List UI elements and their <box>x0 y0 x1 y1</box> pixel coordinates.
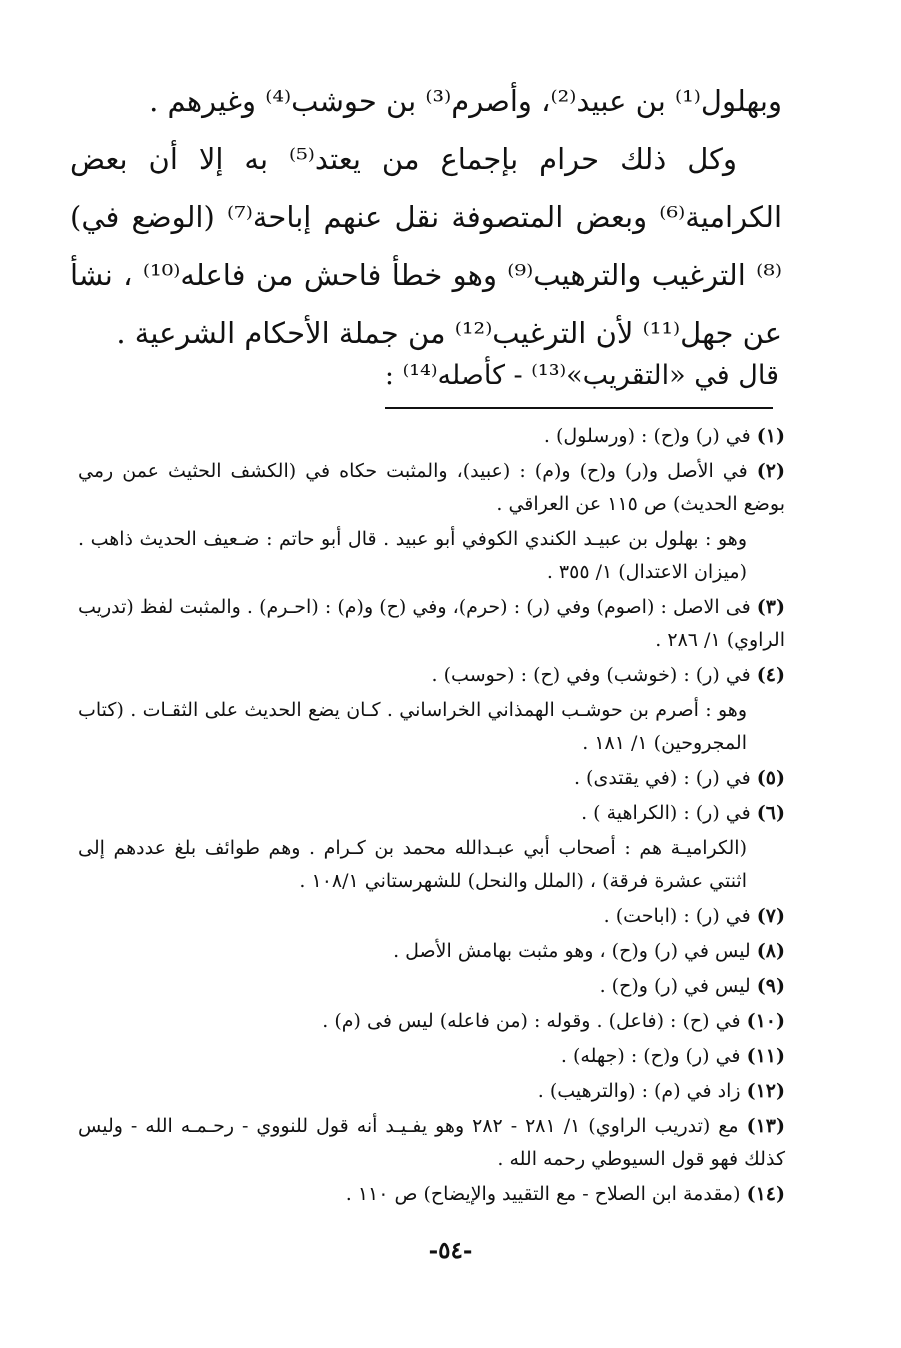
footnote-12: (١٢) زاد في (م) : (والترهيب) . <box>537 1080 785 1102</box>
footnote-1: (١) في (ر) و(ح) : (ورسلول) . <box>543 425 785 447</box>
footnote-5: (٥) في (ر) : (في يقتدى) . <box>573 767 785 789</box>
footnote-2: (٢) في الأصل و(ر) و(ح) و(م) : (عبيد)، والمثبت حكاه في (الكشف الحثيث عمن رمي بوضع الحديث) ص ١١٥ عن العراقي . <box>78 460 785 515</box>
footnote-7: (٧) في (ر) : (اباحت) . <box>603 905 785 927</box>
main-text <box>70 72 782 362</box>
footnote-divider <box>385 407 773 409</box>
footnote-8: (٨) ليس في (ر) و(ح) ، وهو مثبت بهامش الأصل . <box>393 940 785 962</box>
footnote-14: (١٤) (مقدمة ابن الصلاح - مع التقييد والإيضاح) ص ١١٠ . <box>345 1183 785 1205</box>
footnote-4-continuation: وهو : أصرم بن حوشـب الهمذاني الخراساني . كـان يضع الحديث على الثقـات . (كتاب المجروحين) ١/ ١٨١ . <box>78 699 747 754</box>
main-paragraph-2: وكل ذلك حرام بإجماع من يعتد⁽⁵⁾ به إلا أن بعض الكرامية⁽⁶⁾ وبعض المتصوفة نقل عنهم إباحة⁽⁷⁾ (الوضع في)⁽⁸⁾ الترغيب والترهيب⁽⁹⁾ وهو خطأ فاحش من فاعله⁽¹⁰⁾ ، نشأ عن جهل⁽¹¹⁾ لأن الترغيب⁽¹²⁾ من جملة الأحكام الشرعية . <box>70 142 782 350</box>
page-number: -٥٤- <box>428 1237 473 1264</box>
footnote-6-continuation: (الكراميـة هم : أصحاب أبي عبـدالله محمد بن كـرام . وهم طوائف بلغ عددهم إلى اثنتي عشرة فرقة) ، (الملل والنحل) للشهرستاني ١٠٨/١ . <box>78 837 747 892</box>
footnote-10: (١٠) في (ح) : (فاعل) . وقوله : (من فاعله) ليس فى (م) . <box>322 1010 785 1032</box>
footnote-3: (٣) فى الاصل : (اصوم) وفي (ر) : (حرم)، وفي (ح) و(م) : (احـرم) . والمثبت لفظ (تدريب الراوي) ١/ ٢٨٦ . <box>78 596 785 651</box>
footnote-4: (٤) في (ر) : (خوشب) وفي (ح) : (حوسب) . <box>431 664 785 686</box>
footnote-13: (١٣) مع (تدريب الراوي) ١/ ٢٨١ - ٢٨٢ وهو يفـيـد أنه قول للنووي - رحـمـه الله - وليس كذلك فهو قول السيوطي رحمه الله . <box>78 1115 785 1170</box>
footnote-6: (٦) في (ر) : (الكراهية ) . <box>581 802 785 824</box>
footnote-2-continuation: وهو : بهلول بن عبيـد الكندي الكوفي أبو عبيد . قال أبو حاتم : ضـعيف الحديث ذاهب . (ميزان الاعتدال) ١/ ٣٥٥ . <box>78 528 747 583</box>
footnote-9: (٩) ليس في (ر) و(ح) . <box>599 975 785 997</box>
section-heading: قال في «التقريب»⁽¹³⁾ - كأصله⁽¹⁴⁾ : <box>384 360 779 391</box>
main-line-1: وبهلول⁽¹⁾ بن عبيد⁽²⁾، وأصرم⁽³⁾ بن حوشب⁽⁴⁾ وغيرهم . <box>149 84 782 118</box>
footnotes <box>78 420 785 1213</box>
footnote-11: (١١) في (ر) و(ح) : (جهله) . <box>560 1045 785 1067</box>
